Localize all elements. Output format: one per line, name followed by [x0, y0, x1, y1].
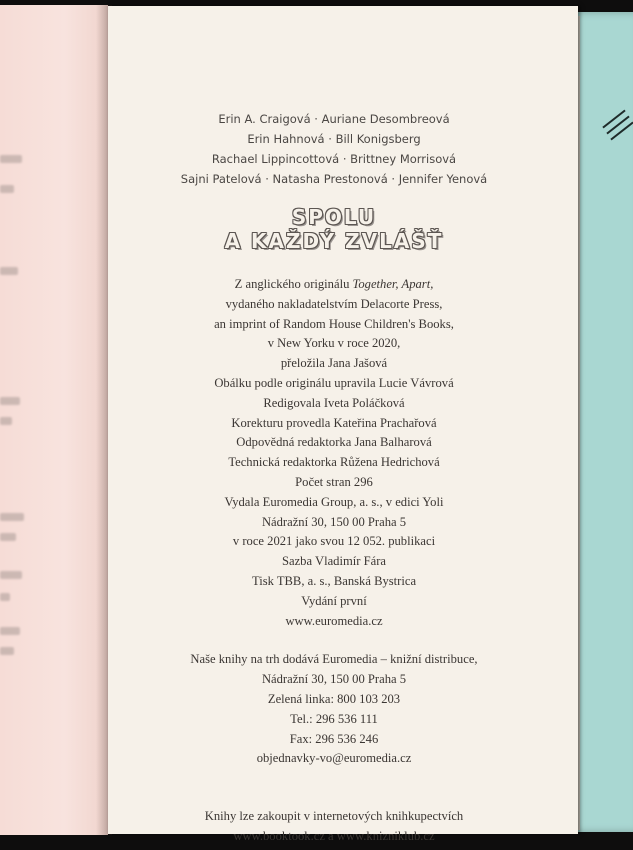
distribution-block	[108, 650, 560, 769]
author-line: Erin Hahnová · Bill Konigsberg	[247, 132, 421, 146]
original-prefix: Z anglického originálu	[234, 277, 353, 291]
title-line-2: A KAŽDÝ ZVLÁŠŤ	[224, 229, 444, 253]
publication-line: v roce 2021 jako svou 12 052. publikaci	[232, 534, 436, 549]
imprint-line: Korekturu provedla Kateřina Prachařová	[231, 415, 437, 430]
show-through-text	[0, 533, 16, 541]
show-through-text	[0, 513, 24, 521]
show-through-text	[0, 397, 20, 405]
distribution-line: Naše knihy na trh dodává Euromedia – knižní distribuce,	[190, 652, 478, 667]
colophon-content	[108, 6, 560, 847]
fax: Fax: 296 536 246	[289, 731, 379, 746]
show-through-text	[0, 647, 14, 655]
purchase-websites: www.booktook.cz a www.knizniklub.cz	[233, 828, 435, 843]
publisher-line: Vydala Euromedia Group, a. s., v edici Yoli	[224, 494, 444, 509]
telephone: Tel.: 296 536 111	[290, 711, 378, 726]
show-through-text	[0, 627, 20, 635]
imprint-block	[108, 275, 560, 847]
show-through-text	[0, 417, 12, 425]
printer-line: Tisk TBB, a. s., Banská Bystrica	[251, 573, 417, 588]
show-through-text	[0, 155, 22, 163]
imprint-line: vydaného nakladatelstvím Delacorte Press,	[225, 296, 443, 311]
original-title-line	[108, 275, 560, 295]
show-through-text	[0, 185, 14, 193]
left-facing-page	[0, 5, 108, 835]
green-line-phone: Zelená linka: 800 103 203	[267, 691, 401, 706]
imprint-line: Odpovědná redaktorka Jana Balharová	[236, 435, 432, 450]
publisher-website: www.euromedia.cz	[285, 613, 383, 628]
show-through-text	[0, 593, 10, 601]
edition-line: Vydání první	[301, 593, 367, 608]
show-through-text	[0, 571, 22, 579]
imprint-line: an imprint of Random House Children's Books,	[214, 316, 454, 331]
author-list	[108, 109, 560, 189]
imprint-line: v New Yorku v roce 2020,	[267, 336, 401, 351]
author-line: Sajni Patelová · Natasha Prestonová · Jennifer Yenová	[180, 172, 488, 186]
order-email: objednavky-vo@euromedia.cz	[256, 751, 412, 766]
purchase-line: Knihy lze zakoupit v internetových knihkupectvích	[204, 809, 464, 824]
translator-line: přeložila Jana Jašová	[280, 356, 388, 371]
page-count: Počet stran 296	[295, 474, 373, 489]
book-title	[108, 205, 560, 253]
distribution-address: Nádražní 30, 150 00 Praha 5	[261, 672, 407, 687]
show-through-text	[0, 267, 18, 275]
imprint-line: Redigovala Iveta Poláčková	[263, 395, 405, 410]
title-line-1: SPOLU	[291, 205, 377, 229]
purchase-block	[108, 807, 560, 847]
imprint-line: Technická redaktorka Růžena Hedrichová	[228, 455, 440, 470]
typesetting-line: Sazba Vladimír Fára	[282, 554, 386, 569]
original-title: Together, Apart,	[352, 277, 434, 291]
imprint-line: Obálku podle originálu upravila Lucie Vávrová	[214, 375, 454, 390]
author-line: Rachael Lippincottová · Brittney Morrisová	[211, 152, 457, 166]
publisher-address: Nádražní 30, 150 00 Praha 5	[261, 514, 407, 529]
author-line: Erin A. Craigová · Auriane Desombreová	[218, 112, 450, 126]
